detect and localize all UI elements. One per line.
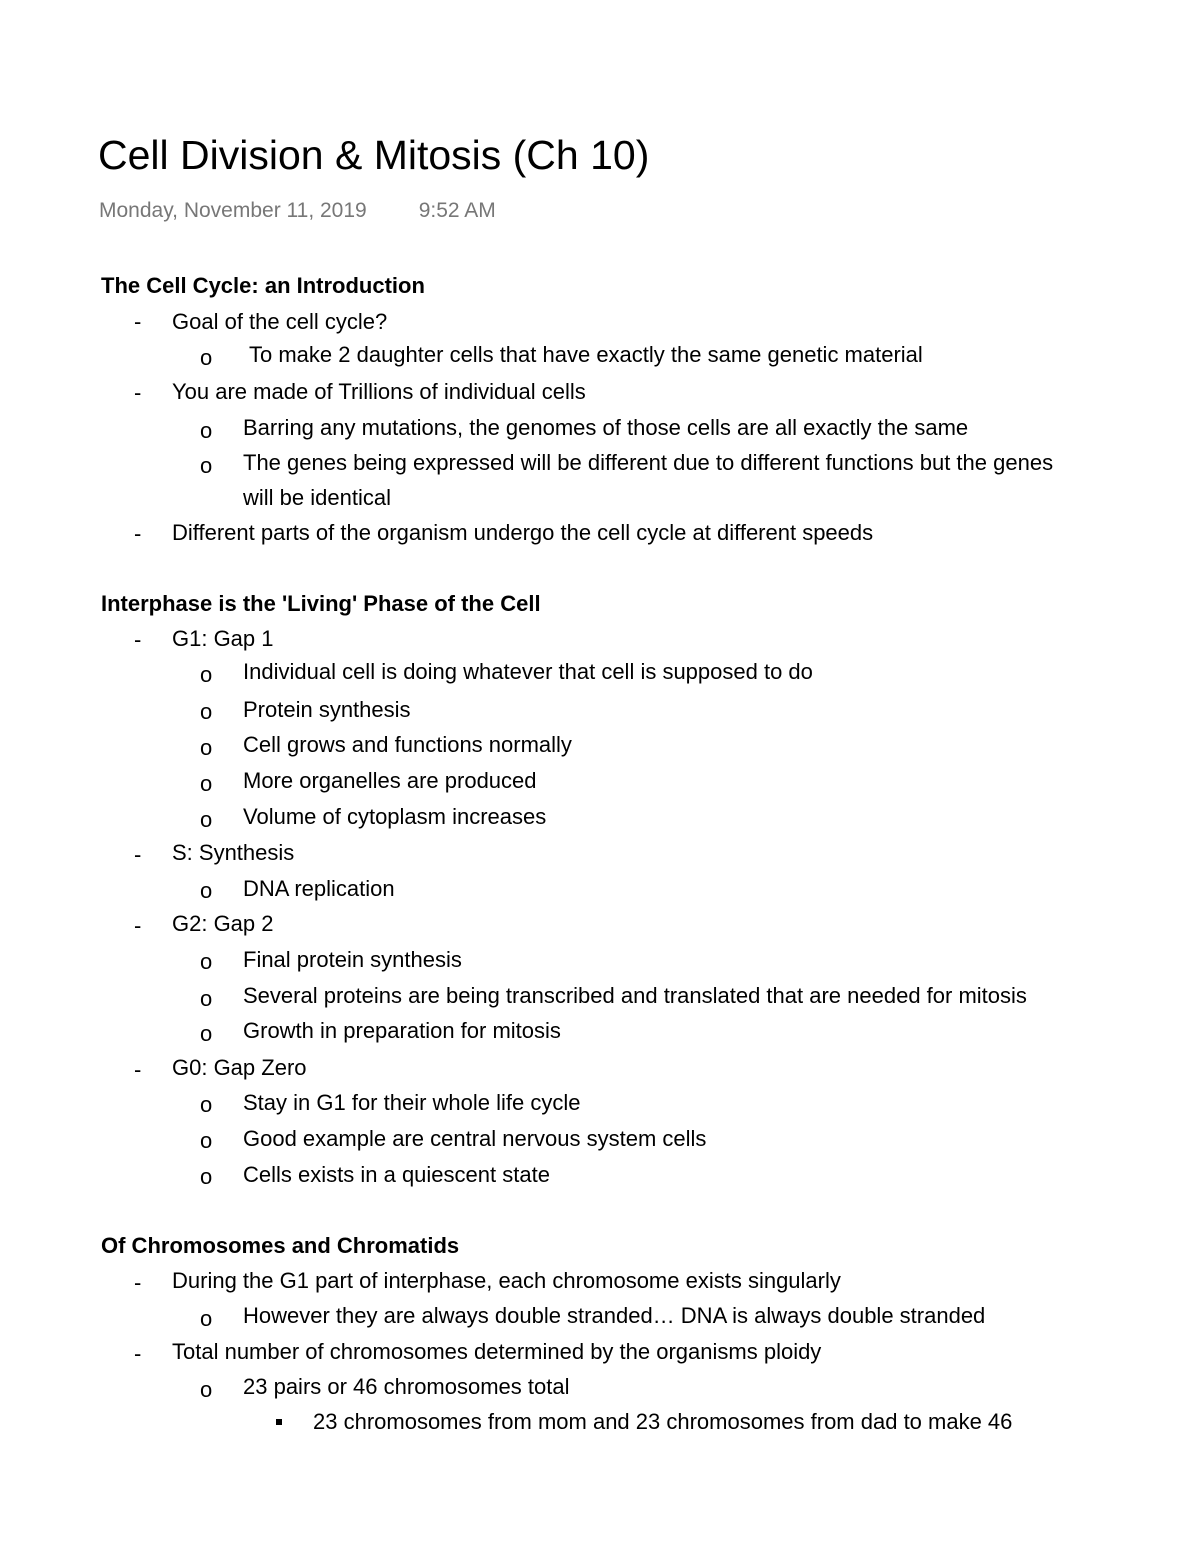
list-item: Total number of chromosomes determined by the organisms ploidy: [172, 1339, 822, 1364]
sub-list-item: Growth in preparation for mitosis: [243, 1018, 561, 1043]
sub-list-item: Good example are central nervous system cells: [243, 1126, 707, 1151]
sub-list-item: Cells exists in a quiescent state: [243, 1162, 550, 1187]
sub-list-item: Final protein synthesis: [243, 947, 462, 972]
circle-bullet: o: [200, 807, 213, 832]
dash-bullet: -: [134, 1057, 142, 1082]
sub-list-item: More organelles are produced: [243, 768, 537, 793]
circle-bullet: o: [200, 453, 213, 478]
sub-list-item: Cell grows and functions normally: [243, 732, 572, 757]
circle-bullet: o: [200, 418, 213, 443]
dash-bullet: -: [134, 842, 142, 867]
sub-list-item: However they are always double stranded… DNA is always double stranded: [243, 1303, 986, 1328]
dash-bullet: -: [134, 380, 142, 405]
list-item: Goal of the cell cycle?: [172, 309, 388, 334]
sub-list-item: Volume of cytoplasm increases: [243, 804, 547, 829]
list-item: You are made of Trillions of individual cells: [172, 379, 586, 404]
sub-list-item: DNA replication: [243, 876, 395, 901]
list-item: Different parts of the organism undergo the cell cycle at different speeds: [172, 520, 874, 545]
sub-list-item: To make 2 daughter cells that have exactly the same genetic material: [249, 342, 923, 367]
time-label: 9:52 AM: [418, 199, 496, 222]
circle-bullet: o: [200, 1164, 213, 1189]
section-heading: The Cell Cycle: an Introduction: [101, 273, 425, 298]
list-item: G1: Gap 1: [172, 626, 274, 651]
circle-bullet: o: [200, 345, 213, 370]
dash-bullet: -: [134, 1341, 142, 1366]
dash-bullet: -: [134, 521, 142, 546]
sub-list-item: Stay in G1 for their whole life cycle: [243, 1090, 581, 1115]
list-item: During the G1 part of interphase, each chromosome exists singularly: [172, 1268, 841, 1293]
square-bullet: [276, 1419, 282, 1425]
dash-bullet: -: [134, 627, 142, 652]
circle-bullet: o: [200, 1021, 213, 1046]
circle-bullet: o: [200, 662, 213, 687]
dash-bullet: -: [134, 309, 142, 334]
page-title: Cell Division & Mitosis (Ch 10): [98, 132, 650, 178]
list-item: G0: Gap Zero: [172, 1055, 307, 1080]
page-meta: [99, 199, 496, 223]
circle-bullet: o: [200, 1306, 213, 1331]
circle-bullet: o: [200, 1128, 213, 1153]
section-heading: Of Chromosomes and Chromatids: [101, 1233, 460, 1258]
circle-bullet: o: [200, 771, 213, 796]
list-item: G2: Gap 2: [172, 911, 274, 936]
list-item: S: Synthesis: [172, 840, 295, 865]
sub-list-item: Protein synthesis: [243, 697, 411, 722]
circle-bullet: o: [200, 735, 213, 760]
circle-bullet: o: [200, 1377, 213, 1402]
sub-list-item: The genes being expressed will be different due to different functions but the genes: [243, 450, 1054, 475]
dash-bullet: -: [134, 913, 142, 938]
circle-bullet: o: [200, 878, 213, 903]
sub-list-item: Individual cell is doing whatever that cell is supposed to do: [243, 659, 813, 684]
sub-list-item-continuation: will be identical: [243, 485, 391, 510]
sub-list-item: Several proteins are being transcribed and translated that are needed for mitosis: [243, 983, 1027, 1008]
dash-bullet: -: [134, 1270, 142, 1295]
circle-bullet: o: [200, 986, 213, 1011]
sub-list-item: 23 pairs or 46 chromosomes total: [243, 1374, 570, 1399]
sub-sub-list-item: 23 chromosomes from mom and 23 chromosomes from dad to make 46: [313, 1409, 1013, 1434]
sub-list-item: Barring any mutations, the genomes of those cells are all exactly the same: [243, 415, 969, 440]
date-label: Monday, November 11, 2019: [99, 199, 367, 222]
circle-bullet: o: [200, 949, 213, 974]
circle-bullet: o: [200, 1092, 213, 1117]
section-heading: Interphase is the 'Living' Phase of the Cell: [101, 591, 541, 616]
circle-bullet: o: [200, 699, 213, 724]
